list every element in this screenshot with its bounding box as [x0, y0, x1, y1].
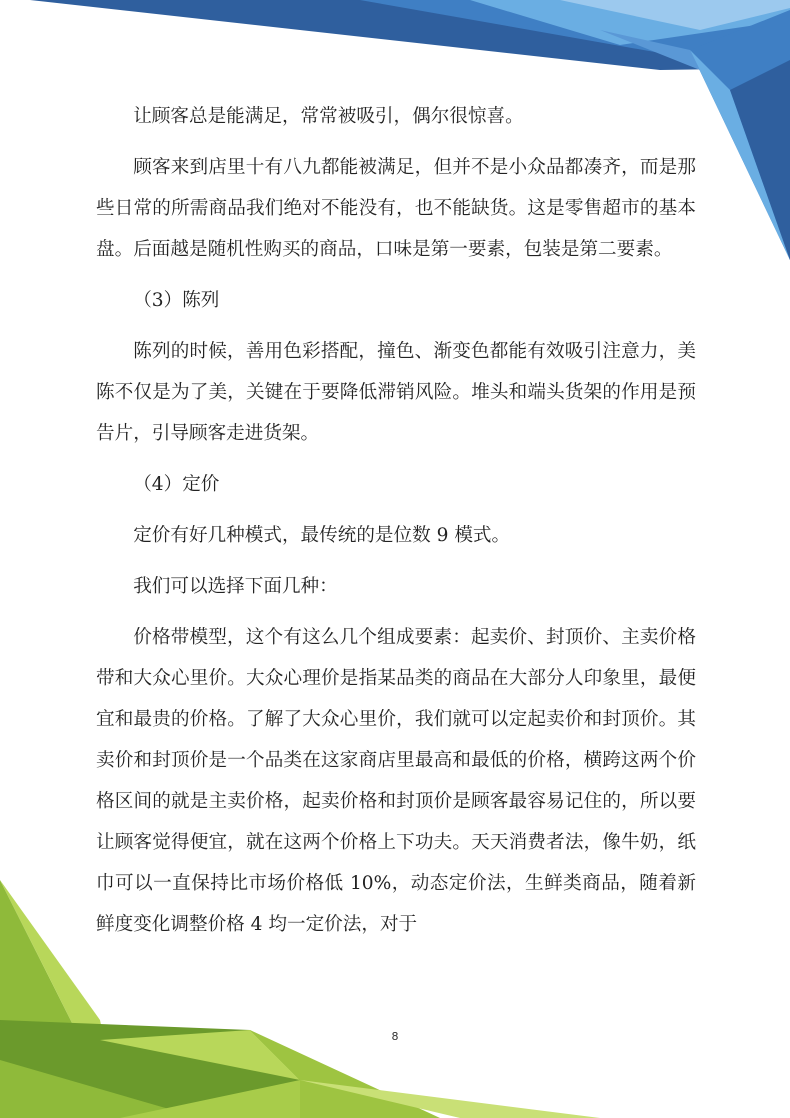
paragraph: 陈列的时候，善用色彩搭配，撞色、渐变色都能有效吸引注意力，美陈不仅是为了美，关键在于要降低滞销风险。堆头和端头货架的作用是预告片，引导顾客走进货架。: [96, 341, 696, 444]
paragraph: 顾客来到店里十有八九都能被满足，但并不是小众品都凑齐，而是那些日常的所需商品我们绝对不能没有，也不能缺货。这是零售超市的基本盘。后面越是随机性购买的商品，口味是第一要素，包装是第二要素。: [96, 157, 696, 260]
paragraph: 定价有好几种模式，最传统的是位数 9 模式。: [133, 525, 511, 546]
paragraph: 我们可以选择下面几种：: [133, 576, 338, 597]
section-heading: （3）陈列: [133, 290, 220, 311]
paragraph: 价格带模型，这个有这么几个组成要素：起卖价、封顶价、主卖价格带和大众心里价。大众心理价是指某品类的商品在大部分人印象里，最便宜和最贵的价格。了解了大众心里价，我们就可以定起卖价和封顶价。其卖价和封顶价是一个品类在这家商店里最高和最低的价格，横跨这两个价格区间的就是主卖价格，起卖价格和封顶价是顾客最容易记住的，所以要让顾客觉得便宜，就在这两个价格上下功夫。天天消费者法，像牛奶，纸巾可以一直保持比市场价格低 10%，动态定价法，生鲜类商品，随着新鲜度变化调整价格 4 均一定价法，对于: [96, 627, 696, 935]
document-body: [96, 96, 696, 945]
page-number: 8: [391, 1030, 399, 1043]
paragraph: 让顾客总是能满足，常常被吸引，偶尔很惊喜。: [133, 106, 524, 127]
section-heading: （4）定价: [133, 474, 220, 495]
